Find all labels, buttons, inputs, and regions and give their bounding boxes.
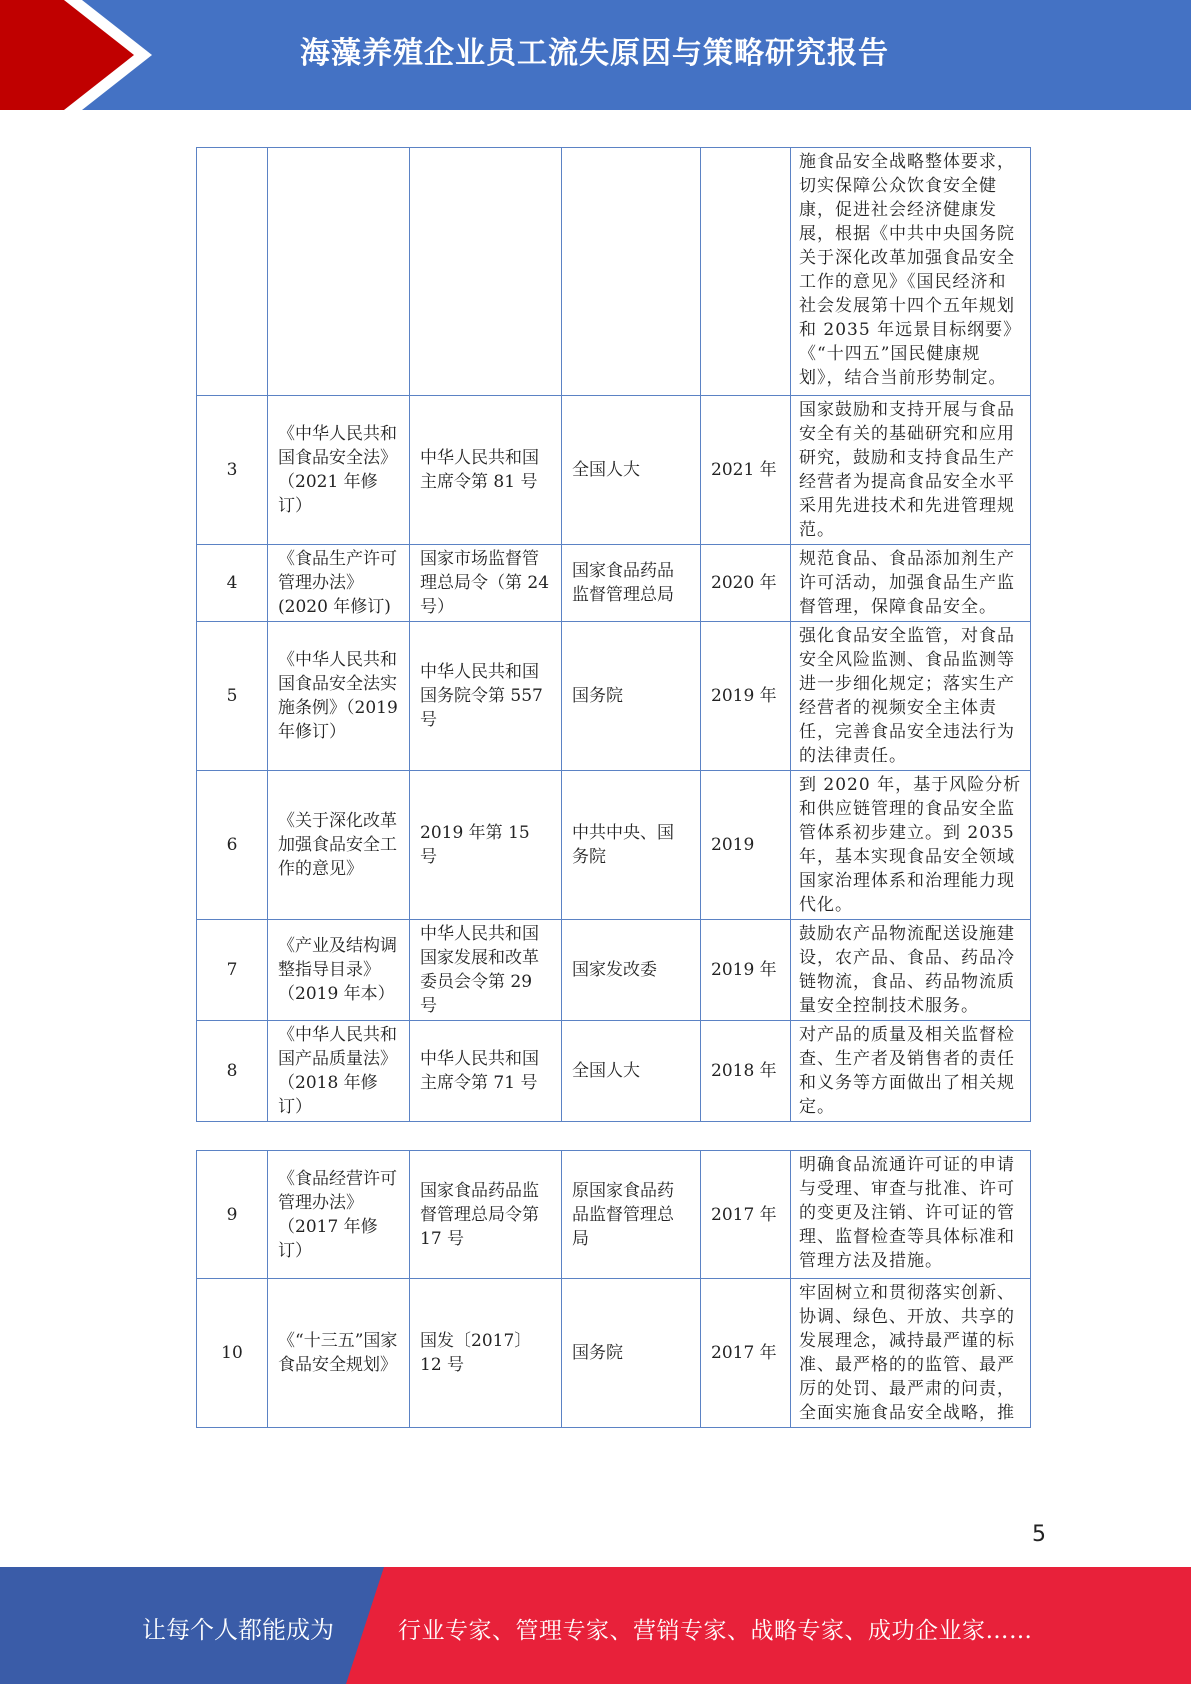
year-cell: 2017 年 <box>701 1151 791 1279</box>
description-cell: 强化食品安全监管，对食品安全风险监测、食品监测等进一步细化规定；落实生产经营者的视频安全主体责任，完善食品安全违法行为的法律责任。 <box>791 622 1031 771</box>
description-cell: 规范食品、食品添加剂生产许可活动，加强食品生产监督管理，保障食品安全。 <box>791 545 1031 622</box>
description-cell: 到 2020 年，基于风险分析和供应链管理的食品安全监管体系初步建立。到 2035 年，基本实现食品安全领域国家治理体系和治理能力现代化。 <box>791 771 1031 920</box>
year-cell: 2021 年 <box>701 396 791 545</box>
document-number-cell: 国家市场监督管理总局令（第 24 号） <box>410 545 562 622</box>
law-name-cell <box>268 148 410 396</box>
issuer-cell: 国务院 <box>562 1279 701 1428</box>
row-number-cell: 6 <box>197 771 268 920</box>
law-name-cell: 《食品生产许可管理办法》(2020 年修订) <box>268 545 410 622</box>
row-number-cell: 7 <box>197 920 268 1021</box>
document-number-cell: 中华人民共和国国务院令第 557 号 <box>410 622 562 771</box>
page-footer <box>0 1567 1191 1684</box>
description-cell: 牢固树立和贯彻落实创新、协调、绿色、开放、共享的发展理念，减持最严谨的标准、最严格的的监管、最严厉的处罚、最严肃的问责，全面实施食品安全战略，推 <box>791 1279 1031 1428</box>
law-name-cell: 《中华人民共和国产品质量法》（2018 年修订） <box>268 1021 410 1122</box>
row-number-cell: 5 <box>197 622 268 771</box>
row-number-cell: 3 <box>197 396 268 545</box>
year-cell: 2020 年 <box>701 545 791 622</box>
document-number-cell: 中华人民共和国主席令第 71 号 <box>410 1021 562 1122</box>
issuer-cell: 中共中央、国务院 <box>562 771 701 920</box>
table-row <box>197 920 1031 1021</box>
issuer-cell: 全国人大 <box>562 396 701 545</box>
table-row <box>197 771 1031 920</box>
law-name-cell: 《产业及结构调整指导目录》（2019 年本） <box>268 920 410 1021</box>
table-row <box>197 1021 1031 1122</box>
table-row <box>197 1279 1031 1428</box>
law-name-cell: 《食品经营许可管理办法》（2017 年修订） <box>268 1151 410 1279</box>
report-title: 海藻养殖企业员工流失原因与策略研究报告 <box>300 36 889 71</box>
year-cell: 2019 年 <box>701 920 791 1021</box>
description-cell: 国家鼓励和支持开展与食品安全有关的基础研究和应用研究，鼓励和支持食品生产经营者为提高食品安全水平采用先进技术和先进管理规范。 <box>791 396 1031 545</box>
issuer-cell: 国家发改委 <box>562 920 701 1021</box>
regulations-table-part-2 <box>196 1150 1031 1428</box>
year-cell <box>701 148 791 396</box>
page-header <box>0 0 1191 110</box>
document-number-cell: 2019 年第 15 号 <box>410 771 562 920</box>
law-name-cell: 《中华人民共和国食品安全法》（2021 年修订） <box>268 396 410 545</box>
year-cell: 2017 年 <box>701 1279 791 1428</box>
law-name-cell: 《“十三五”国家食品安全规划》 <box>268 1279 410 1428</box>
issuer-cell: 国务院 <box>562 622 701 771</box>
description-cell: 明确食品流通许可证的申请与受理、审查与批准、许可的变更及注销、许可证的管理、监督检查等具体标准和管理方法及措施。 <box>791 1151 1031 1279</box>
row-number-cell: 8 <box>197 1021 268 1122</box>
row-number-cell: 4 <box>197 545 268 622</box>
issuer-cell: 原国家食品药品监督管理总局 <box>562 1151 701 1279</box>
year-cell: 2018 年 <box>701 1021 791 1122</box>
footer-slogan-right: 行业专家、管理专家、营销专家、战略专家、成功企业家…… <box>398 1618 1033 1644</box>
row-number-cell <box>197 148 268 396</box>
document-number-cell <box>410 148 562 396</box>
law-name-cell: 《中华人民共和国食品安全法实施条例》（2019 年修订） <box>268 622 410 771</box>
row-number-cell: 10 <box>197 1279 268 1428</box>
description-cell: 鼓励农产品物流配送设施建设，农产品、食品、药品冷链物流，食品、药品物流质量安全控制技术服务。 <box>791 920 1031 1021</box>
year-cell: 2019 <box>701 771 791 920</box>
chevron-arrow-icon <box>0 0 160 110</box>
law-name-cell: 《关于深化改革加强食品安全工作的意见》 <box>268 771 410 920</box>
issuer-cell <box>562 148 701 396</box>
description-cell: 对产品的质量及相关监督检查、生产者及销售者的责任和义务等方面做出了相关规定。 <box>791 1021 1031 1122</box>
document-number-cell: 中华人民共和国国家发展和改革委员会令第 29 号 <box>410 920 562 1021</box>
table-row <box>197 622 1031 771</box>
document-number-cell: 国家食品药品监督管理总局令第 17 号 <box>410 1151 562 1279</box>
year-cell: 2019 年 <box>701 622 791 771</box>
regulations-table-part-1 <box>196 147 1031 1122</box>
table-row <box>197 148 1031 396</box>
issuer-cell: 全国人大 <box>562 1021 701 1122</box>
document-number-cell: 国发〔2017〕12 号 <box>410 1279 562 1428</box>
table-row <box>197 545 1031 622</box>
table-row <box>197 1151 1031 1279</box>
table-row <box>197 396 1031 545</box>
description-cell: 施食品安全战略整体要求，切实保障公众饮食安全健康，促进社会经济健康发展，根据《中共中央国务院关于深化改革加强食品安全工作的意见》《国民经济和社会发展第十四个五年规划和 2035 年远景目标纲要》《“十四五”国民健康规划》，结合当前形势制定。 <box>791 148 1031 396</box>
footer-slogan-left: 让每个人都能成为 <box>142 1616 334 1644</box>
issuer-cell: 国家食品药品监督管理总局 <box>562 545 701 622</box>
document-number-cell: 中华人民共和国主席令第 81 号 <box>410 396 562 545</box>
row-number-cell: 9 <box>197 1151 268 1279</box>
page-number: 5 <box>1032 1522 1046 1547</box>
